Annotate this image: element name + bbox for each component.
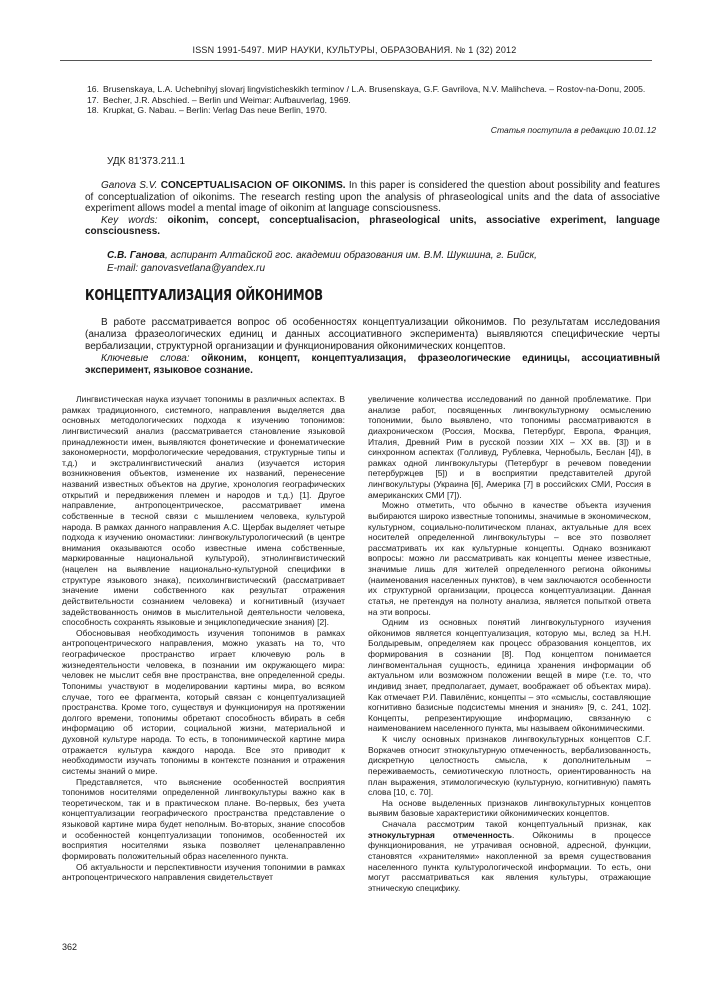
reference-text: Brusenskaya, L.A. Uchebnihyj slovarj lingvisticheskikh terminov / L.A. Brusenskaya, G.F. Gavrilova, N.V. Malihcheva. – Rostov-na-Donu, 2005.: [103, 84, 646, 94]
reference-number: 18.: [87, 105, 99, 116]
author-affiliation: , аспирант Алтайской гос. академии образования им. В.М. Шукшина, г. Бийск,: [164, 250, 537, 261]
reference-number: 16.: [87, 84, 99, 94]
body-paragraph: К числу основных признаков лингвокультурных концептов С.Г. Воркачев относит этнокультурную отмеченность, вербализованность, дискретную целостность смысла, к дополнительным – переживаемость, семиотическую плотность, ориентированность на план выражения, этимологическую (культурную, когнитивную) память слова [10, с. 70].: [368, 734, 651, 798]
author-email[interactable]: E-mail: ganovasvetlana@yandex.ru: [107, 262, 266, 274]
running-header: ISSN 1991-5497. МИР НАУКИ, КУЛЬТУРЫ, ОБРАЗОВАНИЯ. № 1 (32) 2012: [192, 45, 517, 55]
received-date: Статья поступила в редакцию 10.01.12: [490, 125, 656, 135]
english-keywords-label: Key words:: [101, 214, 158, 226]
right-column: [368, 394, 651, 893]
paragraph-text: Сначала рассмотрим такой концептуальный признак, как: [382, 819, 651, 829]
paragraph-text: . Ойконимы в процессе функционирования, не утрачивая основной, адресной, функции, становятся «хранителями» накопленной за время существования населенного пункта культурологической информации. То есть, они могут рассматриваться как явления культуры, отражающие этническую специфику.: [368, 829, 651, 893]
reference-item: [87, 105, 659, 116]
emphasized-term: этнокультурная отмеченность: [368, 829, 512, 840]
author-name: С.В. Ганова: [107, 250, 165, 261]
udk-code: УДК 81'373.211.1: [107, 156, 186, 167]
reference-text: Becher, J.R. Abschied. – Berlin und Weimar: Aufbauverlag, 1969.: [103, 94, 351, 105]
author-info: [107, 250, 647, 276]
english-author: Ganova S.V.: [101, 180, 158, 191]
english-keywords: oikonim, concept, conceptualisacion, phraseological units, associative experiment, language consciousness.: [85, 214, 660, 238]
body-paragraph: увеличение количества исследований по данной проблематике. При анализе работ, посвященных лингвокультурному осмыслению топонимии, было выявлено, что топонимы рассматриваются в диахроническом (Россия, Москва, Петербург, Европа, Франция, Италия, Древний Рим в русской поэзии XIX – XX вв. [3]) и в синхронном аспектах (Голливуд, Рублевка, Чернобыль, Беслан [4]), в рамках одной лингвокультуры (Петербург в речевом поведении петербуржцев [5]) и в восприятии представителей другой лингвокультуры (Украина [6], Америка [7] в российских СМИ, Россия в американских СМИ [7]).: [368, 394, 651, 500]
russian-keywords-label: Ключевые слова:: [101, 353, 190, 365]
russian-abstract-body: В работе рассматривается вопрос об особенностях концептуализации ойконимов. По результатам исследования (анализа фразеологических единиц и данных ассоциативного эксперимента) выявляются специфические черты вербализации, структурной организации и функционирования ойконимических концептов.: [85, 317, 660, 353]
body-paragraph: Лингвистическая наука изучает топонимы в различных аспектах. В рамках традиционного, системного, направления выделяется два основных методологических подхода к изучению топонимов: лингвистический анализ (рассматривается становление языковой принадлежности имен, выявляются фонетические и фонематические закономерности, морфологические чередования, структурные типы и т.д.) и экстралингвистический анализ (изучается история возникновения объектов, изменение их названий, перенесение названий известных объектов на другие, хронология географических открытий и передвижения племен и народов и т.д.) [1]. Другое направление, антропоцентрическое, рассматривает имена собственные в тесной связи с мышлением человека, культурой народа. В рамках данного направления А.С. Щербак выделяет четыре подхода к изучению ономастики: лингвокультурологический (в центре внимания оказываются особо известные имена собственные, маркированные национальной культурой), этнолингвистический (нацелен на выявление национально-культурной специфики в структуре языкового знака), психолингвистический (рассматривает значение имени собственного как результат отражения действительности сознанием человека) и когнитивный (изучает задействованность онимов в мыслительной деятельности человека, способность сохранять языковые и энциклопедические знания) [2].: [62, 394, 345, 628]
body-paragraph: Обосновывая необходимость изучения топонимов в рамках антропоцентрического направления, можно указать на то, что географическое пространство играет ключевую роль в жизнедеятельности человека, в познании им окружающего мира: человек не мыслит себя вне пространства, вне определенной среды. Топонимы участвуют в моделировании картины мира, во всяком случае, того ее фрагмента, который связан с концептуализацией пространства. Кроме того, существуя и функционируя на протяжении долгого времени, топонимы обретают способность вбирать в себя информацию об истории, социальной жизни, материальной и духовной культуре народа. То есть, в топонимической картине мира отражается культура каждого народа. Все это приводит к необходимости изучать топонимы в контексте познания и отражения системы знаний о мире.: [62, 627, 345, 776]
header-rule: [60, 60, 652, 61]
russian-abstract: [85, 317, 660, 377]
body-paragraph: Одним из основных понятий лингвокультурного изучения ойконимов является концептуализация, которую мы, вслед за Н.Н. Болдыревым, определяем как процесс образования концептов, их формирования в сознании [8]. Под концептом понимается лингвоментальная сущность, единица хранения информации об актуальном или возможном положении вещей в мире (т.е. то, что индивид знает, предполагает, думает, воображает об объектах мира). Как отмечает Р.И. Павилёнис, концепты – это «смыслы, составляющие когнитивно базисные подсистемы мнения и знания» [9, с. 241, 102]. Концепты, репрезентирующие информацию, связанную с наименованием населенного пункта, мы называем ойконимическими.: [368, 617, 651, 734]
russian-keywords: ойконим, концепт, концептуализация, фразеологические единицы, ассоциативный эксперимент, языковое сознание.: [85, 353, 660, 377]
english-title: CONCEPTUALISACION OF OIKONIMS.: [160, 180, 346, 191]
page-number: 362: [62, 942, 78, 952]
english-abstract-body: In this paper is considered the question about possibility and features of conceptualization of oikonims. The research resting upon the analysis of phraseological units and the data of associative experiment allows model a mental image of oikonim at language consciousness.: [85, 180, 660, 215]
reference-item: [87, 95, 659, 106]
reference-text: Krupkat, G. Nabau. – Berlin: Verlag Das neue Berlin, 1970.: [103, 105, 328, 116]
reference-number: 17.: [87, 94, 99, 105]
body-paragraph: [368, 819, 651, 893]
body-paragraph: Представляется, что выяснение особенностей восприятия топонимов носителями определенной лингвокультуры важно как в теоретическом, так и в практическом плане. Во-первых, без учета концептуализации географического пространства представление о языковой картине мира будет неполным. Во-вторых, знание способов и особенностей концептуализации топонимов, особенностей их восприятия носителями языка позволяет целенаправленно формировать положительный образ населенного пункта.: [62, 776, 345, 861]
body-paragraph: Об актуальности и перспективности изучения топонимии в рамках антропоцентрического направления свидетельствует: [62, 861, 345, 883]
left-column: [62, 394, 345, 883]
reference-item: [87, 84, 659, 95]
english-abstract: [85, 180, 660, 238]
reference-list: [87, 84, 659, 116]
body-paragraph: Можно отметить, что обычно в качестве объекта изучения выбираются широко известные топонимы, значимые в экономическом, культурном, социально-политическом планах, актуальные для всех носителей определенной лингвокультуры – все это позволяет рассматривать их как культурные концепты. Однако возникают вопросы: можно ли рассматривать как концепты менее известные, значимые лишь для жителей определенного региона ойконимы (наименования населенных пунктов), в чем заключаются особенности их структурной организации, процесса концептуализации. Данная статья, не претендуя на полноту анализа, является попыткой ответа на эти вопросы.: [368, 500, 651, 617]
body-paragraph: На основе выделенных признаков лингвокультурных концептов выявим базовые характеристики ойконимических концептов.: [368, 797, 651, 819]
article-title: КОНЦЕПТУАЛИЗАЦИЯ ОЙКОНИМОВ: [85, 286, 323, 304]
